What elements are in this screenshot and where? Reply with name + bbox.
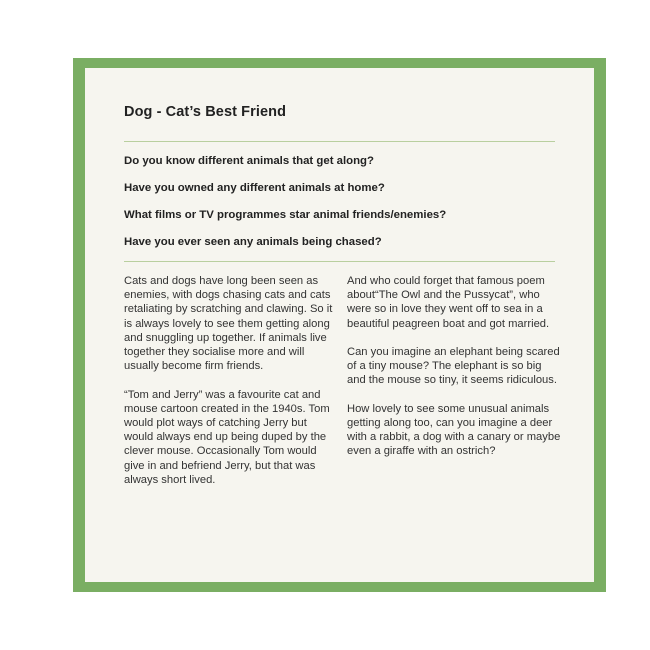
question-item: What films or TV programmes star animal friends/enemies? <box>124 209 447 221</box>
body-paragraph: How lovely to see some unusual animals getting along too, can you imagine a deer with a rabbit, a dog with a canary or maybe even a giraffe with an ostrich? <box>347 402 561 458</box>
question-item: Have you owned any different animals at home? <box>124 182 385 194</box>
card-title: Dog - Cat’s Best Friend <box>124 104 287 120</box>
body-paragraph: And who could forget that famous poem about“The Owl and the Pussycat”, who were so in love they went off to sea in a beautiful peagreen boat and got married. <box>347 275 550 330</box>
body-paragraph: “Tom and Jerry” was a favourite cat and mouse cartoon created in the 1940s. Tom would plot ways of catching Jerry but would always end up being duped by the clever mouse. Occasionally Tom would give in and befriend Jerry, but that was always short lived. <box>124 388 330 486</box>
questions-divider <box>124 261 555 262</box>
card-body <box>85 68 594 582</box>
title-divider <box>124 141 555 142</box>
question-item: Have you ever seen any animals being chased? <box>124 236 382 248</box>
body-paragraph: Cats and dogs have long been seen as enemies, with dogs chasing cats and cats retaliating by scratching and clawing. So it is always lovely to see them getting along and snuggling up together. If animals live together they socialise more and will usually become firm friends. <box>124 275 333 373</box>
body-column-left <box>124 274 339 501</box>
question-list <box>124 154 555 262</box>
discussion-card <box>73 58 606 592</box>
body-paragraph: Can you imagine an elephant being scared of a tiny mouse? The elephant is so big and the mouse so tiny, it seems ridiculous. <box>347 346 560 387</box>
question-item: Do you know different animals that get along? <box>124 155 374 167</box>
body-column-right <box>347 274 562 473</box>
